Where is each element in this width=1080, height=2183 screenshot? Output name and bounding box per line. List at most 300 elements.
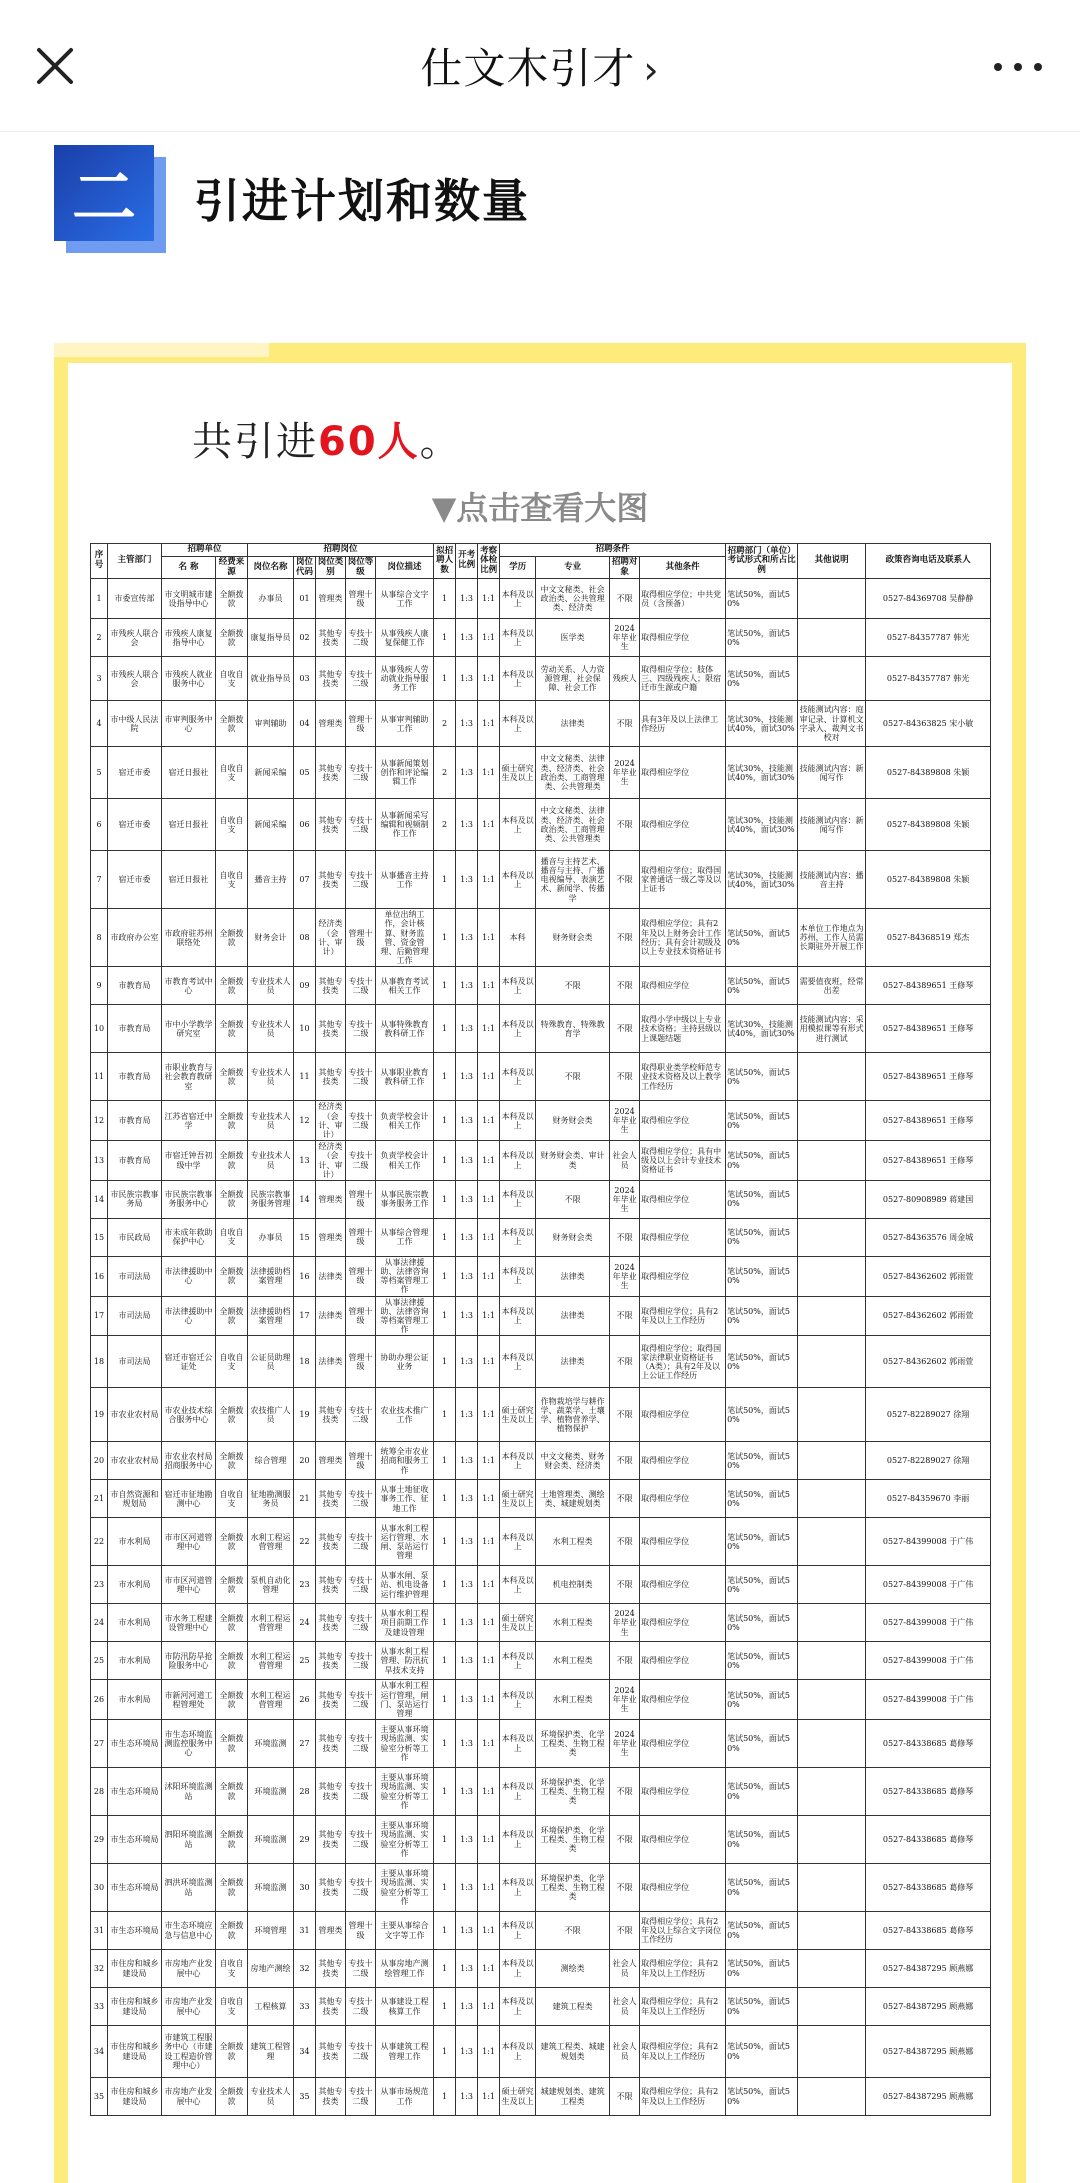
table-cell: 市住房和城乡建设局 (108, 2026, 162, 2078)
table-cell: 宿迁市宿迁公证处 (162, 1336, 216, 1388)
table-cell: 1:1 (478, 619, 500, 657)
table-cell: 市房地产业发展中心 (162, 1988, 216, 2026)
table-cell: 1:3 (456, 1256, 478, 1296)
table-cell: 专业技术人员 (248, 1005, 294, 1053)
table-cell: 2024年毕业生 (610, 747, 640, 799)
table-cell: 23 (91, 1566, 108, 1604)
table-cell: 取得相应学位 (640, 1604, 726, 1642)
table-cell: 其他专技类 (316, 657, 346, 701)
table-cell: 31 (91, 1912, 108, 1950)
table-cell: 取得相应学位 (640, 1518, 726, 1566)
table-cell: 11 (91, 1053, 108, 1101)
table-cell: 2024年毕业生 (610, 1101, 640, 1141)
table-cell: 27 (294, 1720, 316, 1768)
table-cell: 管理类 (316, 579, 346, 619)
table-cell: 建筑工程管理 (248, 2026, 294, 2078)
table-cell: 0527-84387295 顾燕娜 (866, 1988, 991, 2026)
table-cell: 全额拨款 (216, 1518, 248, 1566)
table-cell (798, 1388, 866, 1442)
table-cell: 管理十级 (346, 1180, 376, 1218)
table-cell (798, 1336, 866, 1388)
table-cell: 法律类 (536, 1336, 610, 1388)
table-cell (798, 1680, 866, 1720)
table-cell: 全额拨款 (216, 1642, 248, 1680)
table-cell: 市生态环境局 (108, 1912, 162, 1950)
table-cell: 协助办理公证业务 (376, 1336, 434, 1388)
table-cell: 本科及以上 (500, 1053, 536, 1101)
table-cell: 其他专技类 (316, 1518, 346, 1566)
th-post-type: 岗位类别 (316, 556, 346, 579)
table-cell (798, 1256, 866, 1296)
table-cell: 笔试50%，面试50% (726, 1218, 798, 1256)
table-cell: 14 (294, 1180, 316, 1218)
table-row (91, 1256, 991, 1296)
table-cell: 笔试50%，面试50% (726, 1141, 798, 1181)
table-cell: 从事市场规范工作 (376, 2078, 434, 2116)
table-cell: 取得相应学位；具有2年及以上财务会计工作经历；具有会计初级及以上专业技术资格证书 (640, 909, 726, 967)
table-cell: 笔试50%，面试50% (726, 1480, 798, 1518)
table-cell: 管理十级 (346, 579, 376, 619)
table-cell: 笔试50%，面试50% (726, 579, 798, 619)
table-row (91, 1816, 991, 1864)
table-cell: 需要值夜班，经常出差 (798, 967, 866, 1005)
table-cell: 8 (91, 909, 108, 967)
table-cell (798, 619, 866, 657)
table-cell: 环境保护类、化学工程类、生物工程类 (536, 1816, 610, 1864)
chevron-right-icon: › (643, 48, 660, 92)
frame-tab (54, 343, 269, 357)
table-cell: 专技十二级 (346, 1388, 376, 1442)
table-cell: 1:1 (478, 2078, 500, 2116)
table-cell: 取得相应学位 (640, 799, 726, 851)
table-cell: 1:1 (478, 1816, 500, 1864)
table-cell: 0527-84338685 葛修琴 (866, 1864, 991, 1912)
table-cell: 从事残疾人劳动就业指导服务工作 (376, 657, 434, 701)
table-cell: 全额拨款 (216, 1864, 248, 1912)
table-cell: 笔试50%，面试50% (726, 1680, 798, 1720)
table-cell: 1:1 (478, 1768, 500, 1816)
table-cell: 市民族宗教事务局 (108, 1180, 162, 1218)
table-cell: 征地勘测服务员 (248, 1480, 294, 1518)
table-cell: 本科及以上 (500, 967, 536, 1005)
table-cell: 其他专技类 (316, 1388, 346, 1442)
table-cell: 法律类 (536, 1296, 610, 1336)
table-cell: 0527-84389651 王修琴 (866, 1101, 991, 1141)
table-cell: 专技十二级 (346, 1988, 376, 2026)
table-cell: 2 (434, 701, 456, 747)
table-cell: 自收自支 (216, 799, 248, 851)
table-cell: 其他专技类 (316, 1642, 346, 1680)
table-cell: 农技推广人员 (248, 1388, 294, 1442)
table-cell: 笔试50%，面试50% (726, 909, 798, 967)
table-cell: 法律类 (316, 1336, 346, 1388)
table-cell: 1:3 (456, 1988, 478, 2026)
table-cell: 2024年毕业生 (610, 1680, 640, 1720)
table-cell: 取得相应学位；取得国家普通话一级乙等及以上证书 (640, 851, 726, 909)
table-cell: 本科及以上 (500, 1912, 536, 1950)
table-cell: 全额拨款 (216, 1442, 248, 1480)
table-cell (798, 657, 866, 701)
table-cell: 1:1 (478, 1720, 500, 1768)
table-row (91, 1720, 991, 1768)
table-cell: 2024年毕业生 (610, 1604, 640, 1642)
table-cell: 全额拨款 (216, 2026, 248, 2078)
table-cell: 1:1 (478, 2026, 500, 2078)
table-cell: 笔试50%，面试50% (726, 1912, 798, 1950)
table-row (91, 1053, 991, 1101)
table-cell: 单位出纳工作，会计核算、财务监管、资金管理、后勤管理工作 (376, 909, 434, 967)
table-cell: 本科及以上 (500, 1642, 536, 1680)
table-cell: 不限 (610, 967, 640, 1005)
table-cell: 笔试50%，面试50% (726, 1053, 798, 1101)
table-cell: 笔试50%，面试50% (726, 2078, 798, 2116)
table-cell: 市教育局 (108, 1141, 162, 1181)
recruitment-table-image[interactable] (90, 543, 990, 2116)
table-cell: 市政府办公室 (108, 909, 162, 967)
table-cell: 笔试30%，技能测试40%，面试30% (726, 1005, 798, 1053)
table-cell: 18 (91, 1336, 108, 1388)
table-cell: 本单位工作地点为苏州，工作人员需长期驻外开展工作 (798, 909, 866, 967)
table-cell: 9 (91, 967, 108, 1005)
table-cell: 土地管理类、测绘类、城建规划类 (536, 1480, 610, 1518)
table-cell: 专技十二级 (346, 851, 376, 909)
table-cell: 宿迁市征地勘测中心 (162, 1480, 216, 1518)
table-cell: 从事播音主持工作 (376, 851, 434, 909)
table-cell (798, 1950, 866, 1988)
table-cell: 专业技术人员 (248, 1141, 294, 1181)
table-cell: 市生态环境局 (108, 1768, 162, 1816)
th-edu: 学历 (500, 556, 536, 579)
th-note: 其他说明 (798, 544, 866, 579)
table-row (91, 2026, 991, 2078)
table-cell: 不限 (610, 799, 640, 851)
table-cell: 取得相应学位 (640, 1816, 726, 1864)
table-cell: 笔试50%，面试50% (726, 619, 798, 657)
table-cell: 1:1 (478, 1480, 500, 1518)
table-cell: 笔试50%，面试50% (726, 1336, 798, 1388)
table-cell: 其他专技类 (316, 1950, 346, 1988)
table-cell: 1:1 (478, 1642, 500, 1680)
table-cell: 笔试30%，技能测试40%，面试30% (726, 851, 798, 909)
table-cell: 全额拨款 (216, 1053, 248, 1101)
table-cell: 统筹全市农业招商和服务工作 (376, 1442, 434, 1480)
table-cell (798, 1566, 866, 1604)
table-cell: 1 (434, 1912, 456, 1950)
table-cell: 从事水利工程管理、防汛抗旱技术支持 (376, 1642, 434, 1680)
table-cell: 32 (91, 1950, 108, 1988)
table-cell: 0527-84387295 顾燕娜 (866, 2026, 991, 2078)
table-cell: 本科及以上 (500, 1950, 536, 1988)
view-large-image-link[interactable]: ▼点击查看大图 (431, 489, 649, 527)
table-cell: 28 (294, 1768, 316, 1816)
table-cell: 社会人员 (610, 1950, 640, 1988)
table-cell: 财务财会类 (536, 1218, 610, 1256)
table-cell: 0527-84387295 顾燕娜 (866, 1950, 991, 1988)
table-cell: 不限 (536, 1053, 610, 1101)
table-cell: 全额拨款 (216, 1768, 248, 1816)
table-cell: 笔试50%，面试50% (726, 1256, 798, 1296)
th-post-level: 岗位等级 (346, 556, 376, 579)
table-cell: 0527-84399008 于广伟 (866, 1642, 991, 1680)
table-row (91, 851, 991, 909)
table-cell: 0527-84338685 葛修琴 (866, 1720, 991, 1768)
table-cell: 16 (294, 1256, 316, 1296)
table-cell: 0527-84389651 王修琴 (866, 1005, 991, 1053)
table-cell: 取得相应学位 (640, 1218, 726, 1256)
table-cell: 笔试50%，面试50% (726, 967, 798, 1005)
table-cell: 本科及以上 (500, 579, 536, 619)
th-other: 其他条件 (640, 556, 726, 579)
table-cell: 技能测试内容：新闻写作 (798, 747, 866, 799)
table-cell: 取得相应学位；具有2年及以上工作经历 (640, 1950, 726, 1988)
table-row (91, 1680, 991, 1720)
table-cell: 1 (434, 1256, 456, 1296)
table-cell: 经济类（会计、审计） (316, 1101, 346, 1141)
table-cell: 环境监测 (248, 1816, 294, 1864)
table-cell: 市水务工程建设管理中心 (162, 1604, 216, 1642)
table-cell: 其他专技类 (316, 1720, 346, 1768)
table-cell: 市政府驻苏州联络处 (162, 909, 216, 967)
table-cell: 1:1 (478, 579, 500, 619)
table-cell: 宿迁日报社 (162, 747, 216, 799)
table-cell: 全额拨款 (216, 1296, 248, 1336)
table-cell: 法律援助档案管理 (248, 1256, 294, 1296)
table-cell: 0527-84368519 郑杰 (866, 909, 991, 967)
table-cell: 专技十二级 (346, 1141, 376, 1181)
account-title-link[interactable] (0, 36, 1080, 96)
table-cell: 12 (294, 1101, 316, 1141)
table-cell: 笔试50%，面试50% (726, 1864, 798, 1912)
table-cell: 1:3 (456, 1566, 478, 1604)
table-cell: 不限 (610, 1816, 640, 1864)
table-cell: 市住房和城乡建设局 (108, 1988, 162, 2026)
table-cell: 专业技术人员 (248, 2078, 294, 2116)
table-cell: 1:1 (478, 909, 500, 967)
table-cell: 1:3 (456, 799, 478, 851)
table-cell: 泵机自动化管理 (248, 1566, 294, 1604)
table-row (91, 619, 991, 657)
table-cell (798, 1604, 866, 1642)
table-cell: 06 (294, 799, 316, 851)
table-cell: 1:1 (478, 1388, 500, 1442)
table-cell: 1:1 (478, 1336, 500, 1388)
table-cell: 硕士研究生及以上 (500, 1480, 536, 1518)
table-cell: 27 (91, 1720, 108, 1768)
table-cell: 1:3 (456, 1101, 478, 1141)
table-row (91, 579, 991, 619)
table-cell: 市中级人民法院 (108, 701, 162, 747)
table-cell: 城建规划类、建筑工程类 (536, 2078, 610, 2116)
total-summary (192, 410, 462, 467)
table-cell: 不限 (610, 1912, 640, 1950)
table-cell: 1:3 (456, 657, 478, 701)
table-cell: 全额拨款 (216, 909, 248, 967)
table-cell: 专技十二级 (346, 657, 376, 701)
table-cell: 专技十二级 (346, 1642, 376, 1680)
table-cell: 1:3 (456, 2026, 478, 2078)
table-cell: 市新河河道工程管理处 (162, 1680, 216, 1720)
table-cell: 取得相应学位；取得国家法律职业资格证书（A类）；具有2年及以上公证工作经历 (640, 1336, 726, 1388)
table-cell: 1 (434, 1141, 456, 1181)
table-cell: 35 (91, 2078, 108, 2116)
table-cell: 2 (434, 747, 456, 799)
table-cell: 0527-84362602 郭雨萱 (866, 1296, 991, 1336)
table-cell: 本科 (500, 909, 536, 967)
table-cell: 1:1 (478, 1604, 500, 1642)
th-funding: 经费来源 (216, 556, 248, 579)
table-cell: 工程核算 (248, 1988, 294, 2026)
table-cell: 不限 (610, 1053, 640, 1101)
table-cell: 1 (434, 2078, 456, 2116)
table-cell (798, 579, 866, 619)
table-cell: 从事残疾人康复保健工作 (376, 619, 434, 657)
table-cell: 33 (294, 1988, 316, 2026)
table-cell: 其他专技类 (316, 2026, 346, 2078)
table-cell: 全额拨款 (216, 1180, 248, 1218)
table-cell: 其他专技类 (316, 2078, 346, 2116)
table-cell: 宿迁市委 (108, 747, 162, 799)
table-cell: 1:3 (456, 1180, 478, 1218)
table-cell (798, 1642, 866, 1680)
table-cell: 本科及以上 (500, 1680, 536, 1720)
table-cell: 1:3 (456, 619, 478, 657)
table-cell: 劳动关系、人力资源管理、社会保障、社会工作 (536, 657, 610, 701)
table-cell: 1 (434, 657, 456, 701)
table-cell: 不限 (610, 2078, 640, 2116)
table-cell: 专技十二级 (346, 1053, 376, 1101)
table-cell: 市生态环境局 (108, 1720, 162, 1768)
th-cond-group: 招聘条件 (500, 544, 726, 557)
table-cell: 0527-84357787 韩光 (866, 657, 991, 701)
table-cell: 全额拨款 (216, 1680, 248, 1720)
table-cell: 笔试50%，面试50% (726, 1604, 798, 1642)
table-cell: 25 (91, 1642, 108, 1680)
table-cell: 主要从事环境现场监测、实验室分析等工作 (376, 1720, 434, 1768)
table-cell: 管理十级 (346, 1912, 376, 1950)
table-cell: 专技十二级 (346, 1816, 376, 1864)
table-cell: 社会人员 (610, 2026, 640, 2078)
table-cell: 0527-84369708 吴静静 (866, 579, 991, 619)
table-cell: 1:3 (456, 851, 478, 909)
th-post-name: 岗位名称 (248, 556, 294, 579)
table-cell: 新闻采编 (248, 799, 294, 851)
table-cell: 24 (294, 1604, 316, 1642)
table-cell: 不限 (536, 1912, 610, 1950)
table-cell: 1:1 (478, 799, 500, 851)
table-cell: 本科及以上 (500, 701, 536, 747)
table-cell: 不限 (610, 1336, 640, 1388)
table-cell: 从事新闻策划创作和评论编辑工作 (376, 747, 434, 799)
table-cell: 15 (91, 1218, 108, 1256)
table-cell: 本科及以上 (500, 1256, 536, 1296)
table-cell: 从事建设工程核算工作 (376, 1988, 434, 2026)
table-cell: 专技十二级 (346, 747, 376, 799)
table-cell: 管理类 (316, 1442, 346, 1480)
table-cell: 水利工程类 (536, 1604, 610, 1642)
table-cell: 取得相应学位；肢体三、四级残疾人；限宿迁市生源或户籍 (640, 657, 726, 701)
table-cell: 管理类 (316, 1180, 346, 1218)
section-number-badge (54, 145, 160, 247)
table-cell: 05 (294, 747, 316, 799)
table-cell: 市农业农村局招商服务中心 (162, 1442, 216, 1480)
table-cell: 26 (91, 1680, 108, 1720)
th-plan: 拟招聘人数 (434, 544, 456, 579)
table-cell: 笔试50%，面试50% (726, 1816, 798, 1864)
table-cell: 播音主持 (248, 851, 294, 909)
table-cell: 0527-84338685 葛修琴 (866, 1768, 991, 1816)
table-row (91, 1442, 991, 1480)
table-cell: 专技十二级 (346, 2078, 376, 2116)
table-cell: 从事水利工程项目前期工作及建设管理 (376, 1604, 434, 1642)
table-cell: 本科及以上 (500, 2026, 536, 2078)
table-cell: 残疾人 (610, 657, 640, 701)
table-cell: 江苏省宿迁中学 (162, 1101, 216, 1141)
table-cell: 0527-84389808 朱颖 (866, 747, 991, 799)
table-cell: 1:3 (456, 747, 478, 799)
table-cell: 17 (91, 1296, 108, 1336)
table-cell: 1:1 (478, 747, 500, 799)
table-cell: 其他专技类 (316, 1053, 346, 1101)
table-cell: 康复指导员 (248, 619, 294, 657)
table-cell: 5 (91, 747, 108, 799)
table-cell: 0527-84389651 王修琴 (866, 1141, 991, 1181)
plan-card-frame (54, 343, 1026, 2183)
table-cell: 29 (294, 1816, 316, 1864)
table-cell: 取得相应学位 (640, 1642, 726, 1680)
table-cell: 22 (91, 1518, 108, 1566)
table-cell: 环境监测 (248, 1864, 294, 1912)
table-cell: 市教育局 (108, 1005, 162, 1053)
table-row (91, 1336, 991, 1388)
table-cell: 水利工程运营管理 (248, 1642, 294, 1680)
table-cell: 本科及以上 (500, 1768, 536, 1816)
table-cell: 自收自支 (216, 851, 248, 909)
table-cell: 17 (294, 1296, 316, 1336)
table-cell: 市水利局 (108, 1604, 162, 1642)
table-cell: 1:1 (478, 967, 500, 1005)
table-cell: 全额拨款 (216, 1141, 248, 1181)
table-cell: 专技十二级 (346, 1604, 376, 1642)
table-cell: 管理十级 (346, 1256, 376, 1296)
table-cell (798, 1816, 866, 1864)
table-cell: 1 (434, 1816, 456, 1864)
table-cell: 市审判服务中心 (162, 701, 216, 747)
table-cell: 1:1 (478, 1912, 500, 1950)
table-cell: 32 (294, 1950, 316, 1988)
table-cell: 1:3 (456, 909, 478, 967)
table-cell: 1:3 (456, 1218, 478, 1256)
table-cell: 0527-84362602 郭雨萱 (866, 1256, 991, 1296)
table-cell: 从事综合文字工作 (376, 579, 434, 619)
table-cell: 市房地产业发展中心 (162, 2078, 216, 2116)
table-cell: 本科及以上 (500, 619, 536, 657)
table-cell: 20 (91, 1442, 108, 1480)
table-cell: 就业指导员 (248, 657, 294, 701)
table-cell: 市水利局 (108, 1680, 162, 1720)
more-button[interactable] (994, 42, 1042, 92)
table-cell: 其他专技类 (316, 1988, 346, 2026)
table-cell: 取得相应学位 (640, 1680, 726, 1720)
table-cell: 水利工程运营管理 (248, 1680, 294, 1720)
table-cell: 市宿迁钟吾初级中学 (162, 1141, 216, 1181)
table-cell: 市住房和城乡建设局 (108, 1950, 162, 1988)
table-cell: 26 (294, 1680, 316, 1720)
table-cell: 1:3 (456, 1642, 478, 1680)
table-cell: 市防汛防旱抢险服务中心 (162, 1642, 216, 1680)
table-cell: 0527-80908989 蒋建国 (866, 1180, 991, 1218)
table-row (91, 1642, 991, 1680)
table-cell: 环境保护类、化学工程类、生物工程类 (536, 1768, 610, 1816)
